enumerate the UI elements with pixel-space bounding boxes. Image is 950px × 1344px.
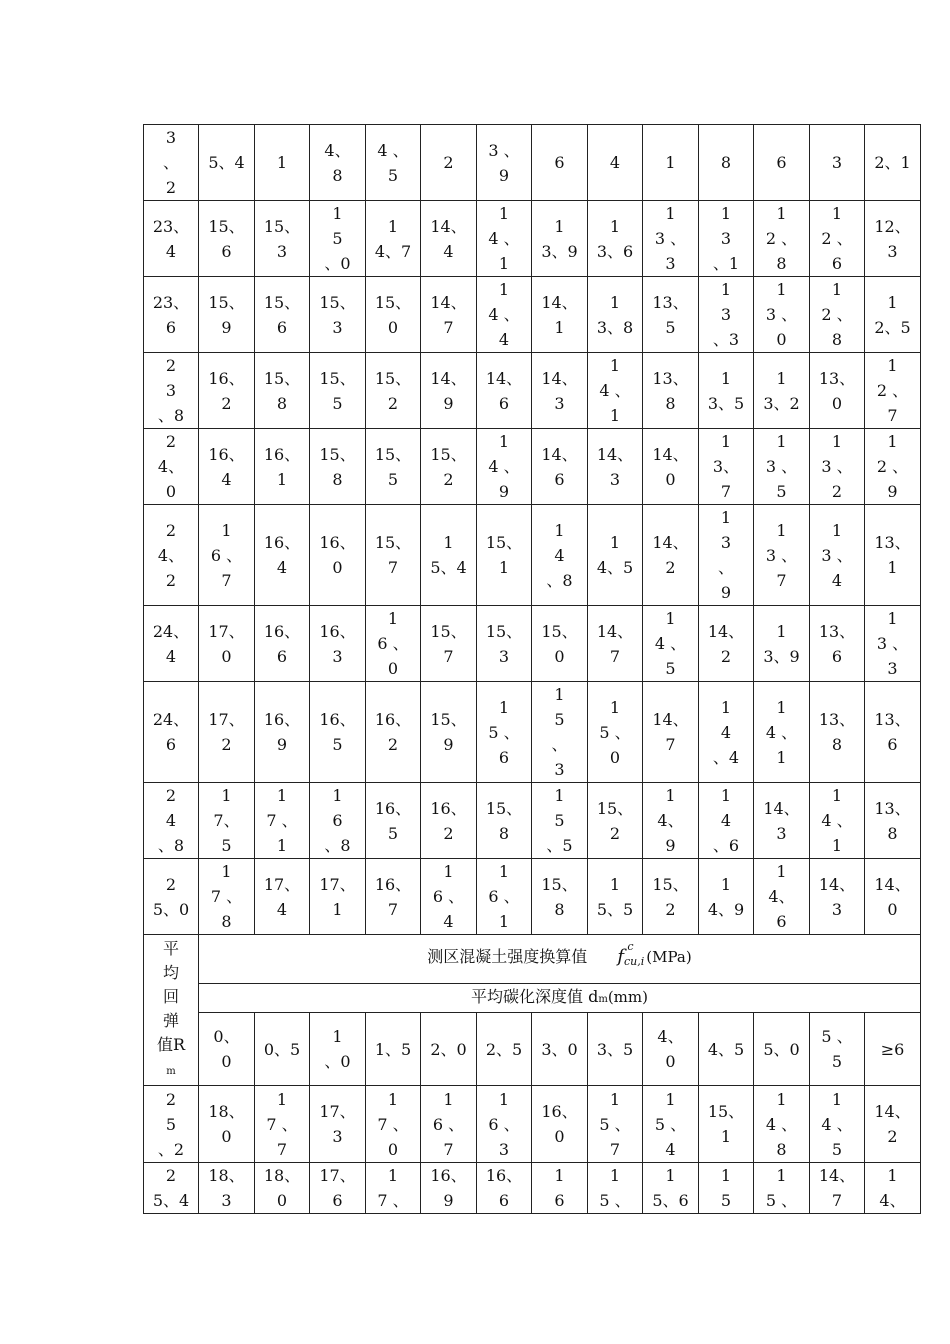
strength-value-cell: 16、 6 (255, 606, 310, 682)
strength-value-cell: 15、 8 (310, 429, 366, 505)
strength-value-cell: 15、 1 (699, 1086, 754, 1163)
strength-value-cell: 3 、 9 (477, 125, 532, 201)
strength-value-cell: 16、 1 (255, 429, 310, 505)
strength-value-cell: 14、 7 (588, 606, 643, 682)
carbonation-depth-value: 3、0 (532, 1013, 588, 1086)
strength-value-cell: 2 (421, 125, 477, 201)
carbonation-depth-value: 4、5 (699, 1013, 754, 1086)
strength-value-cell: 13、 8 (810, 682, 865, 783)
header-row-strength (144, 935, 921, 984)
carbonation-depth-value: 5 、 5 (810, 1013, 865, 1086)
strength-value-cell: 1 3、5 (699, 353, 754, 429)
strength-value-cell: 1 (643, 125, 699, 201)
strength-value-cell: 1 6 、8 (310, 783, 366, 859)
strength-value-cell: 16、 4 (255, 505, 310, 606)
strength-value-cell: 14、 0 (643, 429, 699, 505)
strength-value-cell: 14、 0 (865, 859, 921, 935)
strength-value-cell: 16、 3 (310, 606, 366, 682)
strength-value-cell: 1 3 、 0 (754, 277, 810, 353)
strength-value-cell: 15、 0 (532, 606, 588, 682)
table-row (144, 429, 921, 505)
carbonation-subscript: m (598, 994, 608, 1005)
strength-value-cell: 15、 7 (366, 505, 421, 606)
strength-value-cell: 16、 0 (310, 505, 366, 606)
strength-unit: (MPa) (646, 948, 692, 966)
strength-value-cell: 1 6 、 1 (477, 859, 532, 935)
strength-value-cell: 1 3、9 (754, 606, 810, 682)
strength-value-cell: 15、 6 (255, 277, 310, 353)
lower-data-rows (144, 1086, 921, 1214)
strength-value-cell: 1 6 (532, 1163, 588, 1214)
strength-value-cell: 1 3、9 (532, 201, 588, 277)
strength-value-cell: 1 4 、 9 (477, 429, 532, 505)
strength-value-cell: 14、 6 (477, 353, 532, 429)
header-row-depth-values (144, 1013, 921, 1086)
strength-value-cell: 1 4 、 5 (810, 1086, 865, 1163)
carbonation-depth-value: 3、5 (588, 1013, 643, 1086)
strength-value-cell: 1 3、6 (588, 201, 643, 277)
strength-value-cell: 1 2、5 (865, 277, 921, 353)
strength-value-cell: 15、 2 (588, 783, 643, 859)
strength-value-cell: 16、 5 (310, 682, 366, 783)
strength-value-cell: 1 7 、 1 (255, 783, 310, 859)
strength-value-cell: 1 4 、 1 (810, 783, 865, 859)
strength-value-cell: 15、 2 (366, 353, 421, 429)
table-row (144, 201, 921, 277)
strength-value-cell: 16、 5 (366, 783, 421, 859)
strength-value-cell: 16、 7 (366, 859, 421, 935)
strength-value-cell: 15、 8 (477, 783, 532, 859)
strength-value-cell: 5、4 (199, 125, 255, 201)
strength-value-cell: 17、 0 (199, 606, 255, 682)
rebound-value-cell: 2 4 、8 (144, 783, 199, 859)
strength-value-cell: 1 7、 5 (199, 783, 255, 859)
rebound-value-cell: 3 、 2 (144, 125, 199, 201)
strength-value-cell: 14、 6 (532, 429, 588, 505)
strength-value-cell: 6 (754, 125, 810, 201)
strength-value-cell: 14、 7 (421, 277, 477, 353)
strength-value-cell: 4 、 5 (366, 125, 421, 201)
strength-value-cell: 1 4 、 4 (477, 277, 532, 353)
strength-value-cell: 18、 3 (199, 1163, 255, 1214)
strength-value-cell: 14、 3 (810, 859, 865, 935)
strength-value-cell: 14、 2 (643, 505, 699, 606)
strength-value-cell: 4、 8 (310, 125, 366, 201)
strength-value-cell: 18、 0 (199, 1086, 255, 1163)
strength-value-cell: 1 2 、 8 (754, 201, 810, 277)
strength-value-cell: 1 4 、6 (699, 783, 754, 859)
carbonation-depth-value: 4、 0 (643, 1013, 699, 1086)
strength-value-cell: 16、 2 (199, 353, 255, 429)
strength-value-cell: 1 5 、 6 (477, 682, 532, 783)
strength-value-cell: 1 3 、 3 (643, 201, 699, 277)
rebound-strength-conversion-table (143, 124, 921, 1214)
strength-value-cell: 14、 1 (532, 277, 588, 353)
strength-value-cell: 18、 0 (255, 1163, 310, 1214)
carbonation-depth-value: 0、 0 (199, 1013, 255, 1086)
strength-value-cell: 1 4 、8 (532, 505, 588, 606)
strength-value-cell: 1 5 、 3 (532, 682, 588, 783)
upper-data-rows (144, 125, 921, 935)
rebound-value-cell: 2 5、4 (144, 1163, 199, 1214)
strength-value-cell: 1 7 、 0 (366, 1086, 421, 1163)
strength-value-cell: 13、 8 (643, 353, 699, 429)
strength-value-cell: 1 5、6 (643, 1163, 699, 1214)
strength-value-cell: 1 2 、 6 (810, 201, 865, 277)
strength-value-cell: 1 7 、 7 (255, 1086, 310, 1163)
table-row (144, 1086, 921, 1163)
rebound-value-cell: 2 4、 0 (144, 429, 199, 505)
strength-value-cell: 14、 2 (699, 606, 754, 682)
strength-value-cell: 3 (810, 125, 865, 201)
strength-value-cell: 1 3 、 3 (865, 606, 921, 682)
strength-value-cell: 1 2 、 7 (865, 353, 921, 429)
strength-value-cell: 14、 3 (532, 353, 588, 429)
strength-value-cell: 17、 4 (255, 859, 310, 935)
strength-value-cell: 1 3 、 4 (810, 505, 865, 606)
carbonation-unit: (mm) (607, 988, 648, 1006)
strength-value-cell: 15、 3 (310, 277, 366, 353)
table-row (144, 505, 921, 606)
strength-value-cell: 1 5 、 4 (643, 1086, 699, 1163)
strength-value-cell: 1 5 (699, 1163, 754, 1214)
strength-value-cell: 1 4、9 (699, 859, 754, 935)
table-row (144, 682, 921, 783)
rebound-value-cell: 24、 6 (144, 682, 199, 783)
strength-value-cell: 15、 9 (421, 682, 477, 783)
strength-value-cell: 1 4、 6 (754, 859, 810, 935)
carbonation-depth-value: 2、5 (477, 1013, 532, 1086)
strength-value-cell: 14、 7 (643, 682, 699, 783)
strength-value-cell: 8 (699, 125, 754, 201)
strength-value-cell: 1 3 、 9 (699, 505, 754, 606)
strength-value-cell: 1 3 、 2 (810, 429, 865, 505)
strength-value-cell: 16、 2 (421, 783, 477, 859)
carbonation-depth-label: 平均碳化深度值 d (471, 987, 599, 1006)
strength-value-cell: 1 4 、 5 (643, 606, 699, 682)
strength-value-cell: 13、 0 (810, 353, 865, 429)
strength-value-cell: 16、 9 (255, 682, 310, 783)
rebound-value-cell: 23、 4 (144, 201, 199, 277)
header-row-carbonation (144, 984, 921, 1013)
strength-value-cell: 14、 4 (421, 201, 477, 277)
strength-value-cell: 1 6 、 7 (421, 1086, 477, 1163)
strength-value-cell: 15、 5 (310, 353, 366, 429)
strength-value-cell: 14、 9 (421, 353, 477, 429)
mean-rebound-header (144, 935, 199, 1086)
rebound-value-cell: 24、 4 (144, 606, 199, 682)
strength-value-cell: 17、 1 (310, 859, 366, 935)
strength-value-cell: 15、 3 (255, 201, 310, 277)
strength-value-cell: 15、 6 (199, 201, 255, 277)
strength-value-cell: 1 4 、 8 (754, 1086, 810, 1163)
strength-value-cell: 13、 6 (810, 606, 865, 682)
strength-value-cell: 16、 2 (366, 682, 421, 783)
carbonation-depth-header (199, 984, 921, 1013)
strength-value-cell: 1 5、5 (588, 859, 643, 935)
strength-value-cell: 1 6 、 4 (421, 859, 477, 935)
table-row (144, 1163, 921, 1214)
strength-value-cell: 1 3、2 (754, 353, 810, 429)
table-header-block (144, 935, 921, 1086)
strength-value-cell: 1 6 、 7 (199, 505, 255, 606)
strength-value-cell: 15、 2 (643, 859, 699, 935)
strength-formula (617, 940, 645, 974)
strength-value-cell: 1 5 、 (588, 1163, 643, 1214)
strength-value-cell: 1 4 、 1 (754, 682, 810, 783)
strength-value-cell: 1 5 、 0 (588, 682, 643, 783)
strength-value-cell: 6 (532, 125, 588, 201)
strength-value-cell: 16、 6 (477, 1163, 532, 1214)
strength-value-cell: 1 5 、 7 (588, 1086, 643, 1163)
strength-value-cell: 1 6 、 3 (477, 1086, 532, 1163)
rebound-value-cell: 23、 6 (144, 277, 199, 353)
strength-value-cell: 1 3 、 7 (754, 505, 810, 606)
strength-value-cell: 1 4 、 1 (477, 201, 532, 277)
strength-value-cell: 1 4 、 1 (588, 353, 643, 429)
strength-value-cell: 17、 3 (310, 1086, 366, 1163)
table-row (144, 783, 921, 859)
strength-value-cell: 13、 5 (643, 277, 699, 353)
strength-value-cell: 1 4、7 (366, 201, 421, 277)
strength-value-cell: 1 3 、1 (699, 201, 754, 277)
strength-value-cell: 1 5 、 (754, 1163, 810, 1214)
strength-value-cell: 15、 5 (366, 429, 421, 505)
strength-value-cell: 16、 4 (199, 429, 255, 505)
strength-value-cell: 1 3、 7 (699, 429, 754, 505)
strength-value-cell: 13、 6 (865, 682, 921, 783)
strength-value-cell: 15、 0 (366, 277, 421, 353)
carbonation-depth-value: 2、0 (421, 1013, 477, 1086)
strength-value-cell: 17、 6 (310, 1163, 366, 1214)
carbonation-depth-value: ≥6 (865, 1013, 921, 1086)
strength-value-cell: 4 (588, 125, 643, 201)
carbonation-depth-value: 1 、0 (310, 1013, 366, 1086)
strength-value-cell: 1 (255, 125, 310, 201)
carbonation-depth-value: 0、5 (255, 1013, 310, 1086)
strength-value-cell: 1 3 、3 (699, 277, 754, 353)
strength-value-cell: 17、 2 (199, 682, 255, 783)
strength-value-cell: 16、 9 (421, 1163, 477, 1214)
rebound-value-cell: 2 5、0 (144, 859, 199, 935)
strength-value-cell: 14、 2 (865, 1086, 921, 1163)
table-row (144, 353, 921, 429)
strength-value-cell: 1 7 、 (366, 1163, 421, 1214)
rebound-value-cell: 2 4、 2 (144, 505, 199, 606)
strength-value-cell: 1 4、 (865, 1163, 921, 1214)
strength-value-cell: 1 3 、 5 (754, 429, 810, 505)
strength-value-cell: 15、 7 (421, 606, 477, 682)
strength-value-cell: 14、 7 (810, 1163, 865, 1214)
strength-value-cell: 15、 1 (477, 505, 532, 606)
table-row (144, 277, 921, 353)
mean-rebound-subscript: m (166, 1065, 176, 1077)
strength-value-cell: 1 7 、 8 (199, 859, 255, 935)
strength-value-cell: 14、 3 (754, 783, 810, 859)
strength-value-cell: 1 3、8 (588, 277, 643, 353)
carbonation-depth-value: 5、0 (754, 1013, 810, 1086)
table-row (144, 606, 921, 682)
carbonation-depth-value: 1、5 (366, 1013, 421, 1086)
strength-value-cell: 1 4、5 (588, 505, 643, 606)
strength-value-cell: 14、 3 (588, 429, 643, 505)
strength-value-cell: 1 2 、 9 (865, 429, 921, 505)
formula-subscript: cu,i (623, 955, 645, 968)
strength-value-cell: 15、 8 (255, 353, 310, 429)
mean-rebound-label: 平 均 回 弹 值R (156, 938, 186, 1054)
rebound-value-cell: 2 3 、8 (144, 353, 199, 429)
strength-value-cell: 15、 3 (477, 606, 532, 682)
strength-value-cell: 1 5 、0 (310, 201, 366, 277)
strength-value-cell: 1 6 、 0 (366, 606, 421, 682)
rebound-value-cell: 2 5 、2 (144, 1086, 199, 1163)
strength-value-cell: 1 5、4 (421, 505, 477, 606)
strength-value-cell: 1 5 、5 (532, 783, 588, 859)
table-row (144, 125, 921, 201)
strength-value-cell: 2、1 (865, 125, 921, 201)
strength-value-cell: 1 2 、 8 (810, 277, 865, 353)
strength-value-cell: 15、 8 (532, 859, 588, 935)
strength-value-cell: 12、 3 (865, 201, 921, 277)
strength-value-cell: 1 4、 9 (643, 783, 699, 859)
strength-value-cell: 15、 9 (199, 277, 255, 353)
formula-symbol: f (617, 946, 624, 967)
table-row (144, 859, 921, 935)
strength-value-cell: 13、 1 (865, 505, 921, 606)
strength-value-cell: 15、 2 (421, 429, 477, 505)
formula-superscript: c (627, 940, 634, 953)
strength-value-cell: 13、 8 (865, 783, 921, 859)
strength-conversion-label: 测区混凝土强度换算值 (427, 947, 588, 966)
strength-value-cell: 1 4 、4 (699, 682, 754, 783)
strength-conversion-header (199, 935, 921, 984)
strength-value-cell: 16、 0 (532, 1086, 588, 1163)
